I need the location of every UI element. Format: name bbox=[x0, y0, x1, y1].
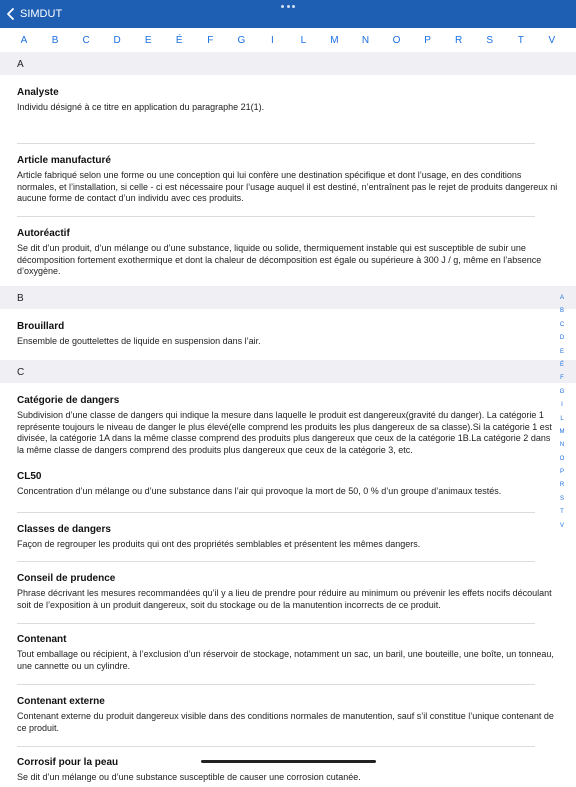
list-item[interactable] bbox=[0, 217, 576, 286]
section-index-letter[interactable]: D bbox=[559, 335, 565, 342]
home-indicator[interactable] bbox=[201, 760, 376, 763]
entry-term: Conseil de prudence bbox=[17, 573, 116, 584]
section-index-letter[interactable]: F bbox=[560, 375, 564, 382]
section-index-letter[interactable]: B bbox=[559, 308, 564, 315]
section-index-letter[interactable]: S bbox=[559, 495, 564, 502]
entry-term: CL50 bbox=[17, 471, 42, 482]
alphabet-bar bbox=[0, 28, 576, 52]
list-item[interactable] bbox=[0, 144, 576, 216]
alphabet-letter[interactable]: C bbox=[82, 34, 90, 46]
alphabet-letter[interactable]: O bbox=[392, 34, 401, 46]
entry-term: Autoréactif bbox=[17, 228, 70, 239]
list-item[interactable] bbox=[0, 624, 576, 684]
entry-definition: Se dit d’un produit, d’un mélange ou d’une substance, liquide ou solide, thermiquement instable qui est susceptible de subir une décomposition fortement exothermique et dont la chaleur de décomposition est égale ou supérieure à 300 J / g, même en l’absence d’oxygène. bbox=[17, 243, 542, 276]
section-index-letter[interactable]: I bbox=[561, 402, 563, 409]
alphabet-letter[interactable]: L bbox=[300, 34, 307, 46]
entry-term: Catégorie de dangers bbox=[17, 395, 120, 406]
section-index-letter[interactable]: V bbox=[559, 522, 564, 529]
alphabet-letter[interactable]: F bbox=[207, 34, 214, 46]
section-index-letter[interactable]: N bbox=[559, 442, 565, 449]
section-index-letter[interactable]: M bbox=[559, 428, 565, 435]
alphabet-letter[interactable]: V bbox=[548, 34, 556, 46]
entry-definition: Tout emballage ou récipient, à l’exclusion d’un réservoir de stockage, notamment un sac, un baril, une bouteille, une boîte, un tonneau, une cannette ou un cylindre. bbox=[17, 649, 554, 671]
list-item[interactable] bbox=[0, 685, 576, 746]
alphabet-letter[interactable]: T bbox=[517, 34, 524, 46]
alphabet-letter[interactable]: P bbox=[424, 34, 431, 46]
alphabet-letter[interactable]: G bbox=[237, 34, 246, 46]
entry-definition: Contenant externe du produit dangereux visible dans des conditions normales de manutention, sauf s’il constitue l’unique contenant de ce produit. bbox=[17, 711, 554, 733]
section-index-letter[interactable]: É bbox=[559, 361, 564, 368]
section-index-letter[interactable]: G bbox=[559, 388, 565, 395]
section-index-letter[interactable]: T bbox=[560, 509, 564, 516]
section-header-a: A bbox=[0, 52, 576, 75]
section-index-letter[interactable]: R bbox=[559, 482, 565, 489]
entry-definition: Ensemble de gouttelettes de liquide en suspension dans l’air. bbox=[17, 336, 261, 346]
back-button[interactable] bbox=[6, 5, 62, 23]
navigation-bar bbox=[0, 0, 576, 28]
alphabet-letter[interactable]: R bbox=[455, 34, 463, 46]
entry-definition: Individu désigné à ce titre en application du paragraphe 21(1). bbox=[17, 102, 265, 112]
section-index-letter[interactable]: E bbox=[559, 348, 564, 355]
alphabet-letter[interactable]: M bbox=[330, 34, 339, 46]
section-index-letter[interactable]: O bbox=[559, 455, 565, 462]
entry-definition: Article fabriqué selon une forme ou une conception qui lui confère une destination spécifique et dont l’usage, en des conditions normales, et l’installation, si celle - ci est nécessaire pour l’usage auquel il est destiné, n’entraînent pas le rejet de produits dangereux ni aucune forme de contact d’un individu avec ces produits. bbox=[17, 170, 558, 203]
section-index-letter[interactable]: A bbox=[559, 295, 564, 301]
list-item[interactable] bbox=[0, 383, 576, 469]
back-button-label: SIMDUT bbox=[20, 8, 63, 20]
section-header-b: B bbox=[0, 286, 576, 309]
list-item[interactable] bbox=[0, 747, 576, 787]
alphabet-letter[interactable]: S bbox=[486, 34, 494, 46]
entry-term: Corrosif pour la peau bbox=[17, 757, 119, 768]
list-item[interactable] bbox=[0, 469, 576, 512]
entry-definition: Façon de regrouper les produits qui ont des propriétés semblables et présentent les mêmes dangers. bbox=[17, 539, 421, 549]
list-item[interactable] bbox=[0, 562, 576, 623]
alphabet-letter[interactable]: É bbox=[175, 34, 183, 46]
chevron-left-icon bbox=[6, 8, 16, 20]
alphabet-letter[interactable]: B bbox=[51, 34, 59, 46]
list-item[interactable] bbox=[0, 75, 576, 143]
glossary-list[interactable] bbox=[0, 52, 576, 782]
list-item[interactable] bbox=[0, 513, 576, 561]
alphabet-letter[interactable]: E bbox=[144, 34, 152, 46]
multitasking-dots-icon[interactable] bbox=[281, 5, 295, 9]
entry-definition: Phrase décrivant les mesures recommandées qu’il y a lieu de prendre pour réduire au minimum ou prévenir les effets nocifs découlant soit de l’exposition à un produit dangereux, soit du stockage ou de la manutention incorrects de ce produit. bbox=[17, 588, 552, 610]
section-index-letter[interactable]: P bbox=[559, 469, 564, 476]
section-index[interactable] bbox=[556, 292, 568, 533]
entry-definition: Se dit d’un mélange ou d’une substance susceptible de causer une corrosion cutanée. bbox=[17, 772, 361, 782]
list-item[interactable] bbox=[0, 309, 576, 360]
section-index-letter[interactable]: L bbox=[560, 415, 564, 422]
section-index-letter[interactable]: C bbox=[559, 321, 565, 328]
entry-term: Contenant bbox=[17, 634, 67, 645]
entry-definition: Subdivision d’une classe de dangers qui indique la mesure dans laquelle le produit est dangereux(gravité du danger). La catégorie 1 représente toujours le niveau de danger le plus élevé(elle comprend les produits les plus dangereux de sa classe).Si la catégorie 1 est divisée, la catégorie 1A dans la même classe comprend des produits plus dangereux que ceux de la catégorie 1B.La catégorie 2 dans la même classe de dangers comprend des produits plus dangereux que ceux de la catégorie 3, etc. bbox=[17, 410, 552, 455]
entry-definition: Concentration d’un mélange ou d’une substance dans l’air qui provoque la mort de 50, 0 % d’un groupe d’animaux testés. bbox=[17, 486, 502, 496]
section-header-c: C bbox=[0, 360, 576, 383]
entry-term: Article manufacturé bbox=[17, 155, 111, 166]
entry-term: Contenant externe bbox=[17, 696, 105, 707]
entry-term: Classes de dangers bbox=[17, 524, 111, 535]
alphabet-letter[interactable]: D bbox=[113, 34, 121, 46]
entry-term: Analyste bbox=[17, 87, 59, 98]
alphabet-letter[interactable]: N bbox=[361, 34, 370, 46]
alphabet-letter[interactable]: A bbox=[20, 34, 28, 46]
alphabet-letter[interactable]: I bbox=[270, 34, 274, 46]
entry-term: Brouillard bbox=[17, 321, 65, 332]
